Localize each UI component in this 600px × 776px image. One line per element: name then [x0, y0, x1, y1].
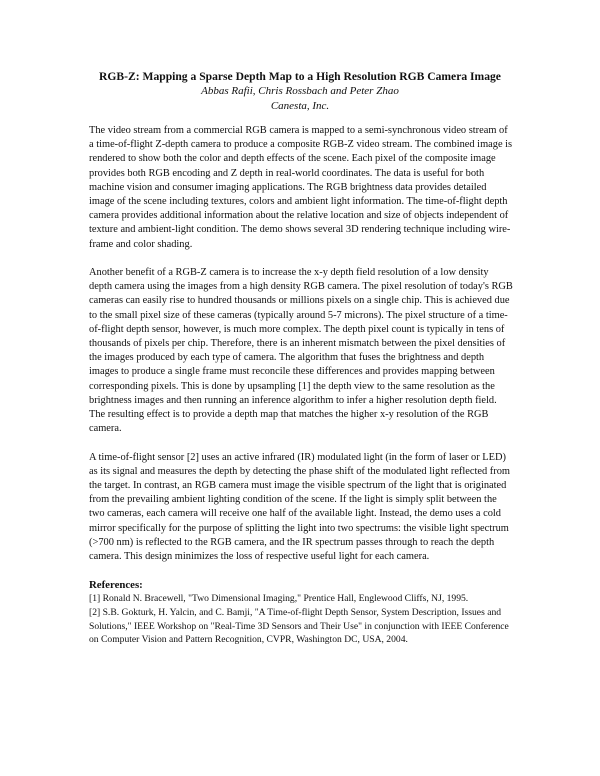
reference-item: [2] S.B. Gokturk, H. Yalcin, and C. Bamji, "A Time-of-flight Depth Sensor, System Description, Issues and Solutions," IEEE Workshop on "Real-Time 3D Sensors and Their Use" in conjunction with IEEE Conference on Computer Vision and Pattern Recognition, CVPR, Washington DC, USA, 2004. — [89, 607, 509, 646]
paper-header — [60, 70, 540, 114]
paragraph-time-of-flight: A time-of-flight sensor [2] uses an active infrared (IR) modulated light (in the form of laser or LED) as its signal and measures the depth by detecting the phase shift of the modulated light reflected from the target. In contrast, an RGB camera must image the visible spectrum of the light that is originated from the prevailing ambient lighting condition of the scene. If the light is simply split between the two cameras, each camera will receive one half of the available light. Instead, the demo uses a cold mirror specifically for the purpose of splitting the light into two spectrums: the visible light spectrum (>700 nm) is reflected to the RGB camera, and the IR spectrum passes through to reach the depth camera. This design minimizes the loss of respective useful light for each camera. — [89, 451, 510, 563]
paper-body — [89, 124, 513, 647]
references-heading: References: — [89, 579, 143, 592]
paper-title: RGB-Z: Mapping a Sparse Depth Map to a High Resolution RGB Camera Image — [99, 70, 501, 83]
paragraph-intro: The video stream from a commercial RGB camera is mapped to a semi-synchronous video stream of a time-of-flight Z-depth camera to produce a composite RGB-Z video stream. The combined image is rendered to show both the color and depth effects of the scene. Each pixel of the composite image provides both RGB encoding and Z depth in real-world coordinates. The data is useful for both machine vision and consumer imaging applications. The RGB brightness data provides detailed image of the scene including textures, colors and ambient light information. The time-of-flight depth camera provides additional information about the relative location and size of objects independent of texture and ambient-light condition. The demo shows several 3D rendering technique including wire-frame and color shading. — [89, 125, 513, 250]
paper-authors: Abbas Rafii, Chris Rossbach and Peter Zhao — [201, 85, 399, 97]
references-section — [89, 578, 513, 646]
paper-affiliation: Canesta, Inc. — [270, 100, 330, 112]
reference-item: [1] Ronald N. Bracewell, "Two Dimensional Imaging," Prentice Hall, Englewood Cliffs, NJ, 1995. — [89, 593, 469, 605]
paragraph-resolution: Another benefit of a RGB-Z camera is to increase the x-y depth field resolution of a low density depth camera using the images from a high density RGB camera. The pixel resolution of today's RGB cameras can easily rise to hundred thousands or millions pixels on a single chip. This is achieved due to the small pixel size of these cameras (typically around 5-7 microns). The pixel structure of a time-of-flight depth sensor, however, is much more complex. The depth pixel count is typically in tens of thousands of pixels per chip. Therefore, there is an inherent mismatch between the pixel densities of the images produced by each type of camera. The algorithm that fuses the brightness and depth images to produce a single frame must reconcile these differences and provides mapping between corresponding pixels. This is done by upsampling [1] the depth view to the same resolution as the brightness images and then running an inference algorithm to infer a higher resolution depth field. The resulting effect is to provide a depth map that matches the higher x-y resolution of the RGB camera. — [89, 267, 513, 435]
